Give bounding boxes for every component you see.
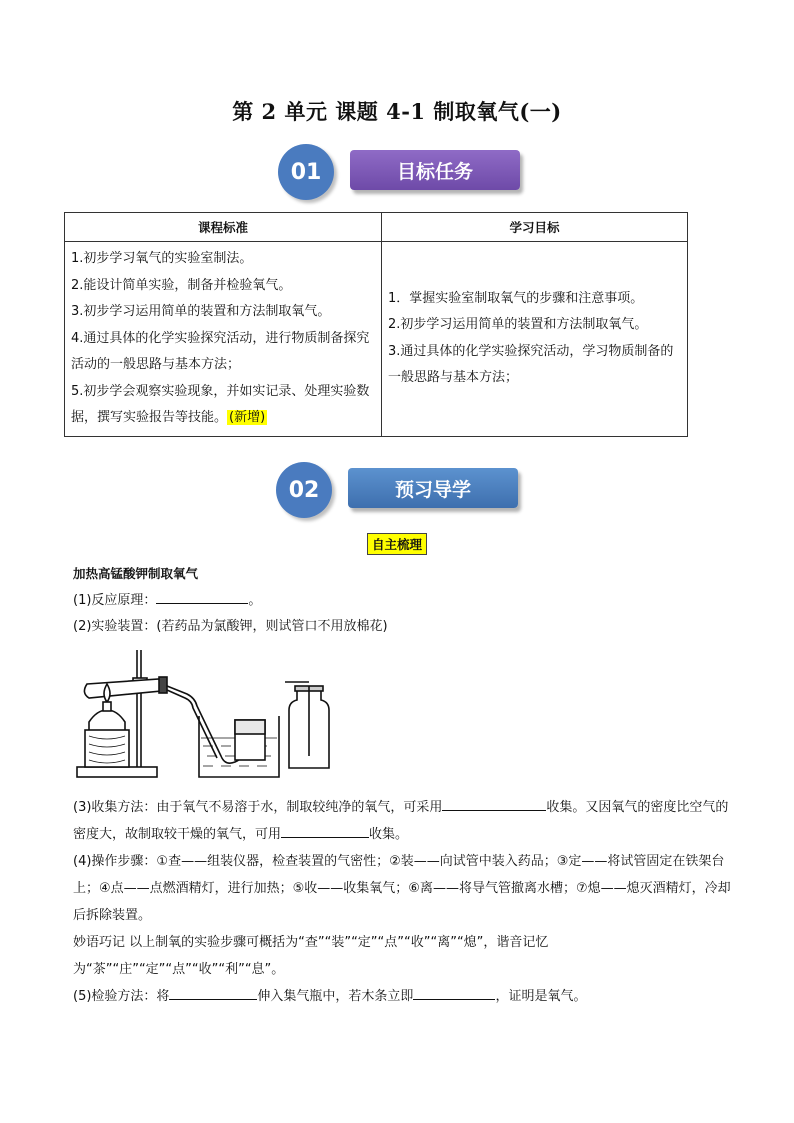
paragraph-collection-method xyxy=(73,794,733,848)
learning-objectives-cell xyxy=(382,242,688,437)
self-study-tag: 自主梳理 xyxy=(367,533,427,555)
page-title: 第 2 单元 课题 4-1 制取氧气(一) xyxy=(232,99,562,124)
standard-item: 2.能设计简单实验，制备并检验氧气。 xyxy=(71,277,292,293)
answer-blank[interactable] xyxy=(442,794,546,811)
section-banner-goals: 目标任务 xyxy=(350,150,520,190)
reaction-label: (1)反应原理： xyxy=(73,593,157,608)
new-tag-highlight: (新增) xyxy=(229,410,266,425)
goals-table xyxy=(64,212,688,437)
collection-text-c: 收集。 xyxy=(369,827,409,842)
paragraph-test-method xyxy=(73,983,733,1010)
collection-text-b: 收集。又因氧气的密度比空气的密度大，故制取较干燥的氧气，可用 xyxy=(73,800,729,842)
answer-blank[interactable] xyxy=(413,983,495,1000)
section-number-badge: 01 xyxy=(278,144,334,200)
course-standards-cell xyxy=(65,242,382,437)
test-text-a: (5)检验方法：将 xyxy=(73,989,170,1004)
collection-text-a: (3)收集方法：由于氧气不易溶于水，制取较纯净的氧气，可采用 xyxy=(73,800,443,815)
section-banner-preview: 预习导学 xyxy=(348,468,518,508)
answer-blank[interactable] xyxy=(156,587,248,604)
content-heading: 加热高锰酸钾制取氧气 xyxy=(73,566,199,581)
paragraph-operation-steps: (4)操作步骤：①查——组装仪器，检查装置的气密性；②装——向试管中装入药品；③定——将试管固定在铁架台上；④点——点燃酒精灯，进行加热；⑤收——收集氧气；⑥离——将导气管撤离水槽；⑦熄——熄灭酒精灯，冷却后拆除装置。 xyxy=(73,854,731,923)
section-header-preview xyxy=(276,462,526,518)
standard-item: 3.初步学习运用简单的装置和方法制取氧气。 xyxy=(71,304,331,319)
test-text-b: 伸入集气瓶中，若木条立即 xyxy=(257,989,414,1004)
standard-item: 1.初步学习氧气的实验室制法。 xyxy=(71,251,253,266)
oxygen-apparatus-diagram xyxy=(75,646,345,780)
reaction-end: 。 xyxy=(248,593,262,608)
test-text-c: ，证明是氧气。 xyxy=(495,989,587,1004)
paragraph-apparatus: (2)实验装置：(若药品为氯酸钾，则试管口不用放棉花) xyxy=(73,619,388,634)
standard-item xyxy=(71,379,375,432)
standard-text: 5.初步学会观察实验现象，并如实记录、处理实验数据，撰写实验报告等技能。 xyxy=(71,383,370,425)
header-learning-objectives: 学习目标 xyxy=(382,213,688,242)
header-course-standards: 课程标准 xyxy=(65,213,382,242)
objective-item: 2.初步学习运用简单的装置和方法制取氧气。 xyxy=(388,317,648,333)
paragraph-reaction-principle xyxy=(73,587,733,614)
standard-item: 4.通过具体的化学实验探究活动，进行物质制备探究活动的一般思路与基本方法； xyxy=(71,330,370,372)
section-header-goals xyxy=(278,144,528,200)
section-number-badge: 02 xyxy=(276,462,332,518)
objective-item: 1．掌握实验室制取氧气的步骤和注意事项。 xyxy=(388,290,644,306)
answer-blank[interactable] xyxy=(169,983,257,1000)
answer-blank[interactable] xyxy=(281,821,369,838)
paragraph-mnemonic: 妙语巧记 以上制氧的实验步骤可概括为“查”“装”“定”“点”“收”“离”“熄”，谐音记忆为“茶”“庄”“定”“点”“收”“利”“息”。 xyxy=(73,935,549,977)
objective-item: 3.通过具体的化学实验探究活动，学习物质制备的一般思路与基本方法； xyxy=(388,343,674,386)
